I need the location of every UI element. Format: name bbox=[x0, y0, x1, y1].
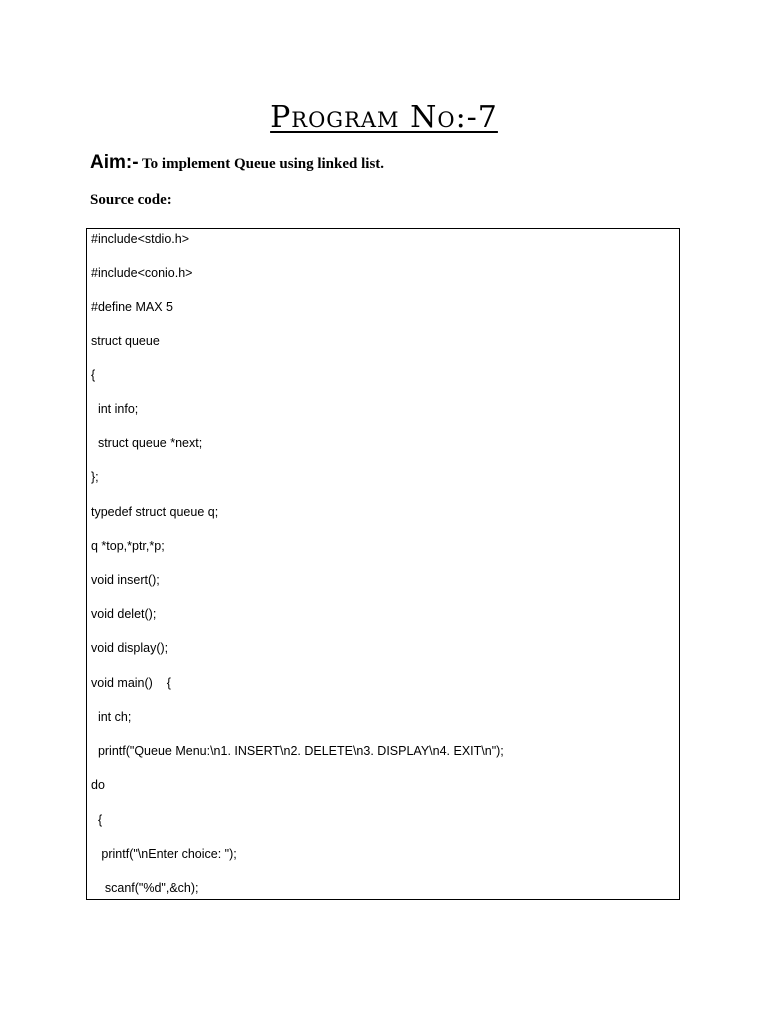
code-line: q *top,*ptr,*p; bbox=[91, 539, 165, 553]
code-line: #include<stdio.h> bbox=[91, 232, 189, 246]
code-line: void insert(); bbox=[91, 573, 160, 587]
code-line: scanf("%d",&ch); bbox=[91, 881, 199, 895]
code-line: struct queue bbox=[91, 334, 160, 348]
code-line: }; bbox=[91, 470, 99, 484]
code-line: int ch; bbox=[91, 710, 132, 724]
program-title: Program No:-7 bbox=[270, 100, 498, 135]
code-line: printf("Queue Menu:\n1. INSERT\n2. DELETE\n3. DISPLAY\n4. EXIT\n"); bbox=[91, 744, 504, 758]
code-line: do bbox=[91, 778, 105, 792]
code-line: #define MAX 5 bbox=[91, 300, 173, 314]
aim-label: Aim:- bbox=[90, 152, 139, 173]
aim-line bbox=[90, 152, 384, 174]
code-line: struct queue *next; bbox=[91, 436, 203, 450]
code-line: void display(); bbox=[91, 641, 169, 655]
source-code-label: Source code: bbox=[90, 192, 172, 208]
code-line: void main() { bbox=[91, 676, 171, 690]
code-line: void delet(); bbox=[91, 607, 157, 621]
code-line: { bbox=[91, 813, 103, 827]
aim-text: To implement Queue using linked list. bbox=[138, 156, 385, 172]
code-line: typedef struct queue q; bbox=[91, 505, 219, 519]
code-line: int info; bbox=[91, 402, 139, 416]
code-line: #include<conio.h> bbox=[91, 266, 193, 280]
code-line: { bbox=[91, 368, 96, 382]
code-line: printf("\nEnter choice: "); bbox=[91, 847, 237, 861]
code-box bbox=[86, 228, 680, 900]
